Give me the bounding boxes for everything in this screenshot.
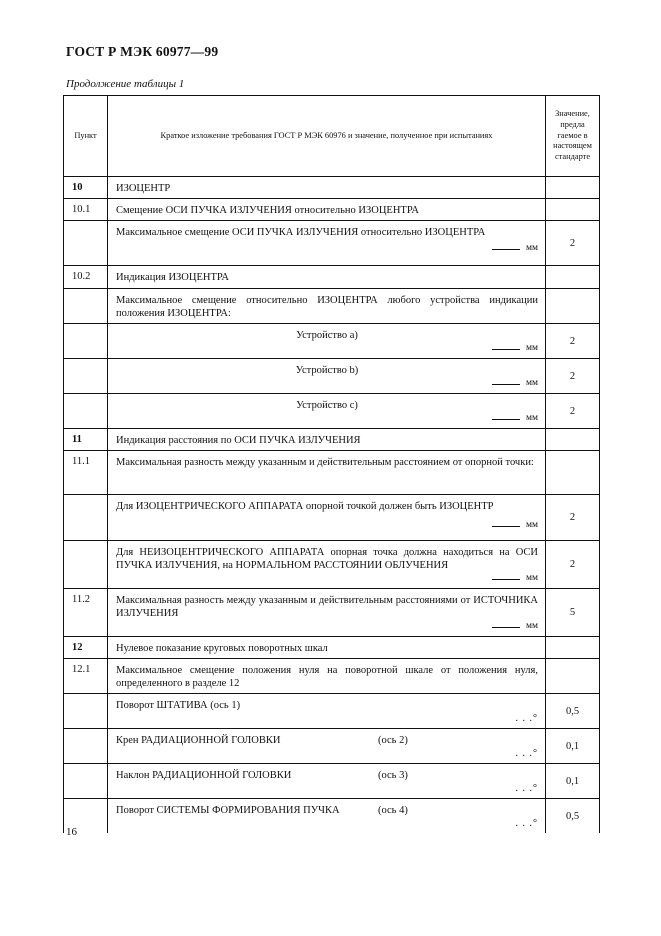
row-value [546, 177, 600, 199]
row-text: Максимальная разность между указанным и действительным расстоянием от опорной точки: [108, 451, 546, 495]
row-number [64, 495, 108, 541]
row-text-content: Наклон РАДИАЦИОННОЙ ГОЛОВКИ [116, 770, 292, 781]
row-value: 0,1 [546, 764, 600, 799]
row-number: 12.1 [64, 659, 108, 694]
row-value: 2 [546, 221, 600, 266]
row-number: 10.2 [64, 266, 108, 289]
row-number [64, 324, 108, 359]
row-text: ИЗОЦЕНТР [108, 177, 546, 199]
table-row [64, 541, 600, 589]
axis-line [116, 769, 538, 782]
row-number [64, 694, 108, 729]
row-text [108, 541, 546, 589]
table-row [64, 637, 600, 659]
row-value: 2 [546, 394, 600, 429]
table-row [64, 394, 600, 429]
row-number [64, 541, 108, 589]
unit-line [116, 620, 538, 633]
row-number: 10.1 [64, 199, 108, 221]
row-text: Смещение ОСИ ПУЧКА ИЗЛУЧЕНИЯ относительно ИЗОЦЕНТРА [108, 199, 546, 221]
table-row [64, 764, 600, 799]
unit-label: мм [525, 621, 538, 631]
row-text-content: Для НЕИЗОЦЕНТРИЧЕСКОГО АППАРАТА опорная точка должна находиться на ОСИ ПУЧКА ИЗЛУЧЕНИЯ, на НОРМАЛЬНОМ РАССТОЯНИИ ОБЛУЧЕНИЯ [116, 547, 538, 571]
table-row [64, 495, 600, 541]
table-row [64, 177, 600, 199]
table-row [64, 659, 600, 694]
degree-placeholder: . . .° [515, 783, 538, 794]
row-number [64, 764, 108, 799]
row-text: Индикация ИЗОЦЕНТРА [108, 266, 546, 289]
axis-line [116, 699, 538, 712]
row-text: Максимальное смещение положения нуля на поворотной шкале от положения нуля, определенного в разделе 12 [108, 659, 546, 694]
row-value: 5 [546, 589, 600, 637]
row-text-content: Крен РАДИАЦИОННОЙ ГОЛОВКИ [116, 735, 281, 746]
row-text-content: Поворот ШТАТИВА (ось 1) [116, 700, 241, 711]
row-text: Максимальное смещение относительно ИЗОЦЕНТРА любого устройства индикации положения ИЗОЦЕНТРА: [108, 289, 546, 324]
row-value [546, 637, 600, 659]
row-number [64, 359, 108, 394]
col-header-summary: Краткое изложение требования ГОСТ Р МЭК 60976 и значение, полученное при испытаниях [108, 96, 546, 177]
table-row [64, 589, 600, 637]
row-value: 2 [546, 359, 600, 394]
table-row [64, 221, 600, 266]
col-header-item: Пункт [64, 96, 108, 177]
table-caption: Продолжение таблицы 1 [66, 78, 185, 90]
table-row [64, 729, 600, 764]
requirements-table [63, 95, 600, 833]
page-number: 16 [66, 826, 77, 838]
row-number [64, 394, 108, 429]
row-text [108, 589, 546, 637]
row-text [108, 359, 546, 394]
table-row [64, 451, 600, 495]
row-value [546, 266, 600, 289]
axis-line [116, 734, 538, 747]
table-row [64, 429, 600, 451]
table-row [64, 199, 600, 221]
row-value: 0,5 [546, 799, 600, 834]
table-row [64, 266, 600, 289]
axis-label: (ось 3) [378, 770, 408, 781]
row-number: 11.1 [64, 451, 108, 495]
row-number: 12 [64, 637, 108, 659]
row-value: 2 [546, 541, 600, 589]
row-value [546, 659, 600, 694]
row-text [108, 694, 546, 729]
row-value: 0,5 [546, 694, 600, 729]
unit-label: мм [525, 243, 538, 253]
table-row [64, 359, 600, 394]
row-text-content: Устройство а) [296, 330, 358, 341]
row-text [108, 495, 546, 541]
document-title: ГОСТ Р МЭК 60977—99 [66, 44, 219, 59]
row-text-content: Максимальная разность между указанным и действительным расстояниями от ИСТОЧНИКА ИЗЛУЧЕНИЯ [116, 595, 538, 619]
unit-label: мм [525, 378, 538, 388]
axis-label: (ось 2) [378, 735, 408, 746]
row-text [108, 324, 546, 359]
row-text-content: Поворот СИСТЕМЫ ФОРМИРОВАНИЯ ПУЧКА [116, 805, 340, 816]
row-value [546, 289, 600, 324]
unit-line [116, 377, 538, 390]
row-value: 0,1 [546, 729, 600, 764]
degree-placeholder: . . .° [515, 713, 538, 724]
row-text [108, 221, 546, 266]
unit-line [116, 572, 538, 585]
unit-label: мм [525, 573, 538, 583]
table-row [64, 289, 600, 324]
table-header-row [64, 96, 600, 177]
table-row [64, 799, 600, 834]
row-value [546, 429, 600, 451]
row-text [108, 799, 546, 834]
row-text-content: Устройство b) [295, 365, 359, 376]
row-value: 2 [546, 495, 600, 541]
row-value: 2 [546, 324, 600, 359]
degree-placeholder: . . .° [515, 818, 538, 829]
unit-label: мм [525, 413, 538, 423]
row-number [64, 729, 108, 764]
table-row [64, 694, 600, 729]
row-number [64, 221, 108, 266]
unit-label: мм [525, 520, 538, 530]
row-number: 11.2 [64, 589, 108, 637]
row-number: 11 [64, 429, 108, 451]
axis-line [116, 804, 538, 817]
row-text: Индикация расстояния по ОСИ ПУЧКА ИЗЛУЧЕНИЯ [108, 429, 546, 451]
table-row [64, 324, 600, 359]
row-text-content: Устройство с) [296, 400, 358, 411]
row-text: Нулевое показание круговых поворотных шкал [108, 637, 546, 659]
row-text-content: Для ИЗОЦЕНТРИЧЕСКОГО АППАРАТА опорной точкой должен быть ИЗОЦЕНТР [116, 501, 494, 512]
row-text [108, 764, 546, 799]
axis-label: (ось 4) [378, 805, 408, 816]
unit-line [116, 412, 538, 425]
row-value [546, 451, 600, 495]
row-value [546, 199, 600, 221]
row-text-content: Максимальное смещение ОСИ ПУЧКА ИЗЛУЧЕНИЯ относительно ИЗОЦЕНТРА [116, 227, 486, 238]
degree-placeholder: . . .° [515, 748, 538, 759]
row-number: 10 [64, 177, 108, 199]
row-number [64, 289, 108, 324]
unit-line [116, 342, 538, 355]
unit-line [116, 519, 538, 532]
unit-line [116, 242, 538, 255]
row-text [108, 394, 546, 429]
unit-label: мм [525, 343, 538, 353]
col-header-value: Значение, предла гаемое в настоящем стандарте [546, 96, 600, 177]
row-text [108, 729, 546, 764]
